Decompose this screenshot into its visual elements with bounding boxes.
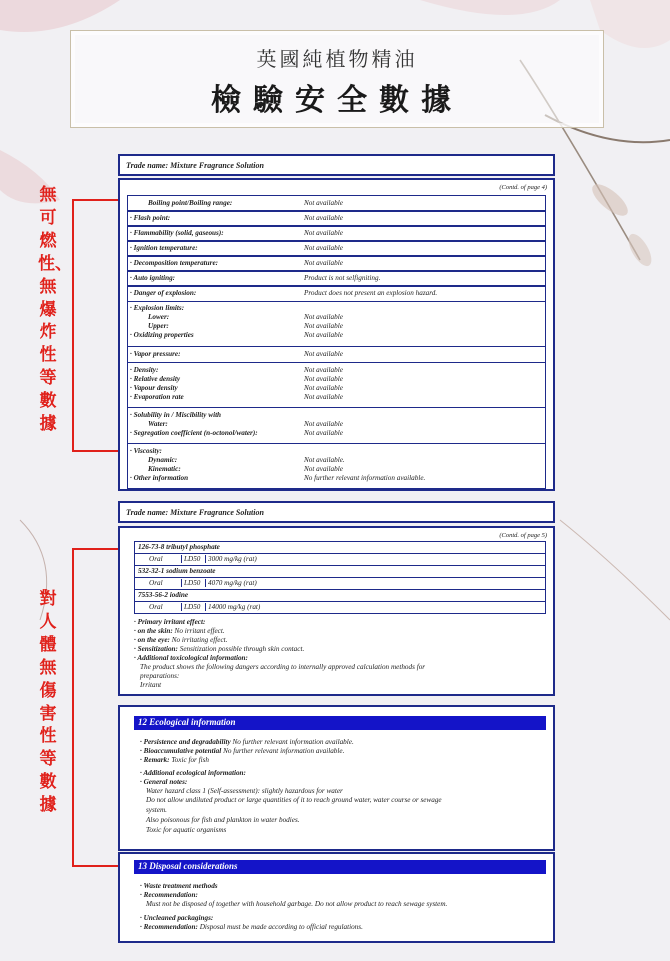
contd-note: (Contd. of page 5) [499, 532, 547, 539]
disposal-line: · Waste treatment methods [140, 882, 218, 890]
disposal-line: · Recommendation: [140, 891, 198, 899]
sensitization: · Sensitization: Sensitization possible through skin contact. [134, 645, 305, 653]
doc1-header [118, 154, 555, 176]
eco-line: · General notes: [140, 778, 188, 786]
explosion-limits: · Explosion limits: Lower: Not available Upper: Not available · Oxidizing properties Not available [127, 301, 546, 347]
doc2-disposal-section [118, 852, 555, 943]
tox-table [134, 541, 546, 614]
prop-row: · Flash point: Not available [127, 210, 546, 227]
tox-substance: 532-32-1 sodium benzoate [134, 566, 546, 578]
prop-row: · Flammability (solid, gaseous): Not available [127, 225, 546, 242]
viscosity-block: · Viscosity: Dynamic: Not available. Kinematic: Not available · Other information No further relevant information available. [127, 443, 546, 489]
disposal-line: Must not be disposed of together with household garbage. Do not allow product to reach sewage system. [146, 900, 448, 908]
section-bar-ecological: 12 Ecological information [134, 716, 546, 730]
density-block: · Density: Not available · Relative density Not available · Vapour density Not available · Evaporation rate Not available [127, 362, 546, 408]
tox-substance: 7553-56-2 iodine [134, 590, 546, 602]
doc2-eco-section [118, 705, 555, 851]
trade-name: Trade name: Mixture Fragrance Solution [126, 508, 264, 517]
eco-line: Toxic for aquatic organisms [146, 826, 227, 834]
additional-tox-text: Irritant [140, 681, 162, 689]
eco-line: · Persistence and degradability No further relevant information available. [140, 738, 354, 746]
skin-effect: · on the skin: No irritant effect. [134, 627, 225, 635]
section-bar-disposal: 13 Disposal considerations [134, 860, 546, 874]
prop-row: · Ignition temperature: Not available [127, 240, 546, 257]
prop-row: · Danger of explosion: Product does not present an explosion hazard. [127, 285, 546, 302]
additional-tox-text: The product shows the following dangers according to internally approved calculation methods for [140, 663, 426, 671]
eco-line: · Bioaccumulative potential No further relevant information available. [140, 747, 345, 755]
disposal-line: · Uncleaned packagings: [140, 914, 214, 922]
title-box [70, 30, 604, 128]
connector-line [72, 548, 74, 866]
tox-substance: 126-73-8 tributyl phosphate [134, 541, 546, 554]
contd-note: (Contd. of page 4) [499, 184, 547, 191]
connector-line [72, 199, 74, 451]
annotation-bottom: 對人體無傷害性等數據 [39, 589, 57, 816]
additional-tox-text: preparations: [140, 672, 180, 680]
annotation-top: 無可燃性、無爆炸性等數據 [38, 185, 72, 435]
eco-line: · Remark: Toxic for fish [140, 756, 210, 764]
disposal-line: · Recommendation: Disposal must be made according to official regulations. [140, 923, 363, 931]
vapour-pressure-row: · Vapor pressure: Not available [127, 346, 546, 363]
prop-row: · Auto igniting: Product is not selfigniting. [127, 270, 546, 287]
title-line2: 檢驗安全數據 [211, 83, 463, 118]
eye-effect: · on the eye: No irritating effect. [134, 636, 228, 644]
doc2-header [118, 501, 555, 523]
eco-line: system. [146, 806, 167, 814]
tox-value-row: Oral LD50 14000 mg/kg (rat) [134, 602, 546, 614]
doc2-tox-section [118, 526, 555, 696]
primary-irritant: · Primary irritant effect: [134, 618, 206, 626]
prop-row: · Decomposition temperature: Not available [127, 255, 546, 272]
trade-name: Trade name: Mixture Fragrance Solution [126, 161, 264, 170]
tox-value-row: Oral LD50 3000 mg/kg (rat) [134, 554, 546, 566]
eco-line: Do not allow undiluted product or large quantities of it to reach ground water, water course or sewage [146, 796, 442, 804]
doc1-body [118, 178, 555, 491]
tox-value-row: Oral LD50 4070 mg/kg (rat) [134, 578, 546, 590]
eco-line: · Additional ecological information: [140, 769, 246, 777]
eco-line: Also poisonous for fish and plankton in water bodies. [146, 816, 300, 824]
title-line1: 英國純植物精油 [256, 47, 418, 71]
eco-line: Water hazard class 1 (Self-assessment): slightly hazardous for water [146, 787, 343, 795]
prop-row: Boiling point/Boiling range: Not available [127, 195, 546, 212]
solubility-block: · Solubility in / Miscibility with Water: Not available · Segregation coefficient (n-octonol/water): Not available [127, 407, 546, 444]
additional-tox-label: · Additional toxicological information: [134, 654, 248, 662]
